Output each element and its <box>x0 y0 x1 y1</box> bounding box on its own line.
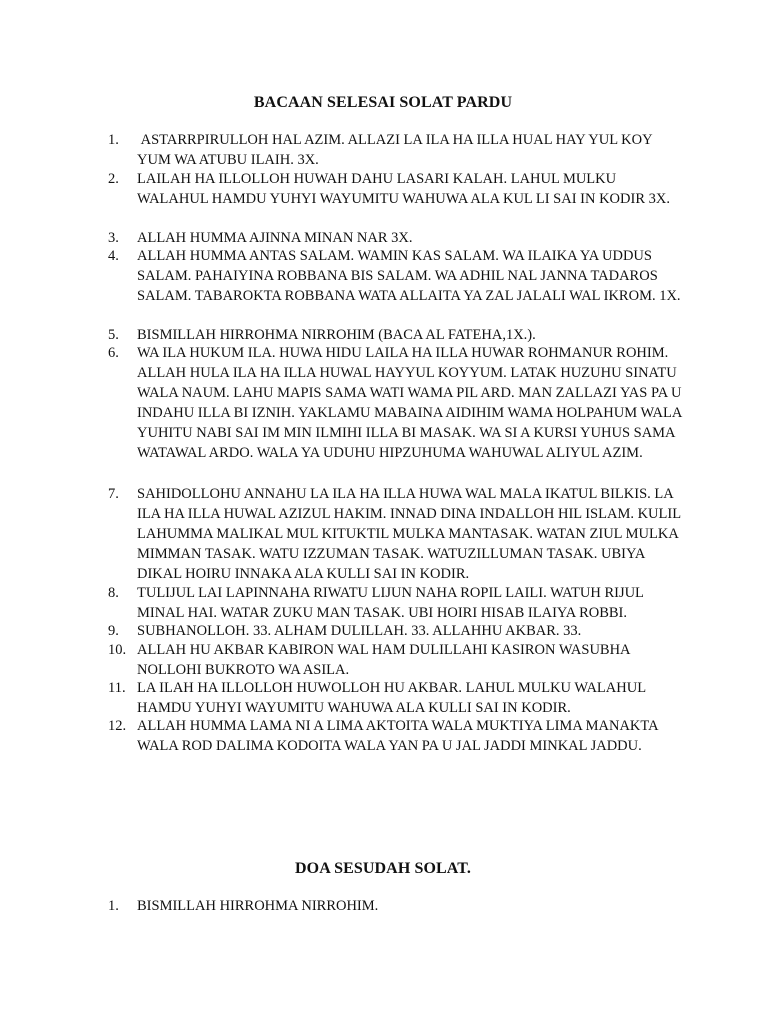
item-number: 12. <box>108 718 127 734</box>
item-text: BISMILLAH HIRROHMA NIRROHIM (BACA AL FATEHA,1X.). <box>137 327 536 343</box>
item-number: 1. <box>108 898 119 914</box>
item-text: ALLAH HUMMA LAMA NI A LIMA AKTOITA WALA MUKTIYA LIMA MANAKTA WALA ROD DALIMA KODOITA WALA YAN PA U JAL JADDI MINKAL JADDU. <box>137 718 658 754</box>
item-text: LA ILAH HA ILLOLLOH HUWOLLOH HU AKBAR. LAHUL MULKU WALAHUL HAMDU YUHYI WAYUMITU WAHUWA ALA KULLI SAI IN KODIR. <box>137 680 646 716</box>
item-text: ASTARRPIRULLOH HAL AZIM. ALLAZI LA ILA HA ILLA HUAL HAY YUL KOY YUM WA ATUBU ILAIH. 3X. <box>137 132 656 168</box>
item-number: 2. <box>108 171 119 187</box>
item-text: LAILAH HA ILLOLLOH HUWAH DAHU LASARI KALAH. LAHUL MULKU WALAHUL HAMDU YUHYI WAYUMITU WAHUWA ALA KUL LI SAI IN KODIR 3X. <box>137 171 670 207</box>
item-number: 6. <box>108 345 119 361</box>
section-title: DOA SESUDAH SOLAT. <box>295 860 471 877</box>
item-text: ALLAH HUMMA ANTAS SALAM. WAMIN KAS SALAM. WA ILAIKA YA UDDUS SALAM. PAHAIYINA ROBBANA BIS SALAM. WA ADHIL NAL JANNA TADAROS SALAM. TABAROKTA ROBBANA WATA ALLAITA YA ZAL JALALI WAL IKROM. 1X. <box>137 248 681 304</box>
item-text: WA ILA HUKUM ILA. HUWA HIDU LAILA HA ILLA HUWAR ROHMANUR ROHIM. ALLAH HULA ILA HA ILLA HUWAL HAYYUL KOYYUM. LATAK HUZUHU SINATU WALA NAUM. LAHU MAPIS SAMA WATI WAMA PIL ARD. MAN ZALLAZI YAS PA U INDAHU ILLA BI IZNIH. YAKLAMU MABAINA AIDIHIM WAMA HOLPAHUM WALA YUHITU NABI SAI IM MIN ILMIHI ILLA BI MASAK. WA SI A KURSI YUHUS SAMA WATAWAL ARDO. WALA YA UDUHU HIPZUHUMA WAHUWAL ALIYUL AZIM. <box>137 345 682 461</box>
item-number: 1. <box>108 132 119 148</box>
item-text: ALLAH HU AKBAR KABIRON WAL HAM DULILLAHI KASIRON WASUBHA NOLLOHI BUKROTO WA ASILA. <box>137 642 630 678</box>
item-number: 3. <box>108 230 119 246</box>
item-number: 11. <box>108 680 126 696</box>
item-number: 8. <box>108 585 119 601</box>
item-text: SAHIDOLLOHU ANNAHU LA ILA HA ILLA HUWA WAL MALA IKATUL BILKIS. LA ILA HA ILLA HUWAL AZIZUL HAKIM. INNAD DINA INDALLOH HIL ISLAM. KULIL LAHUMMA MALIKAL MUL KITUKTIL MULKA MANTASAK. WATAN ZIUL MULKA MIMMAN TASAK. WATU IZZUMAN TASAK. WATUZILLUMAN TASAK. UBIYA DIKAL HOIRU INNAKA ALA KULLI SAI IN KODIR. <box>137 486 681 582</box>
item-number: 7. <box>108 486 119 502</box>
item-number: 4. <box>108 248 119 264</box>
item-number: 9. <box>108 623 119 639</box>
item-number: 5. <box>108 327 119 343</box>
item-text: ALLAH HUMMA AJINNA MINAN NAR 3X. <box>137 230 413 246</box>
item-number: 10. <box>108 642 127 658</box>
item-text: SUBHANOLLOH. 33. ALHAM DULILLAH. 33. ALLAHHU AKBAR. 33. <box>137 623 582 639</box>
page-title: BACAAN SELESAI SOLAT PARDU <box>253 94 513 111</box>
item-text: BISMILLAH HIRROHMA NIRROHIM. <box>137 898 379 914</box>
item-text: TULIJUL LAI LAPINNAHA RIWATU LIJUN NAHA ROPIL LAILI. WATUH RIJUL MINAL HAI. WATAR ZUKU MAN TASAK. UBI HOIRI HISAB ILAIYA ROBBI. <box>137 585 644 621</box>
